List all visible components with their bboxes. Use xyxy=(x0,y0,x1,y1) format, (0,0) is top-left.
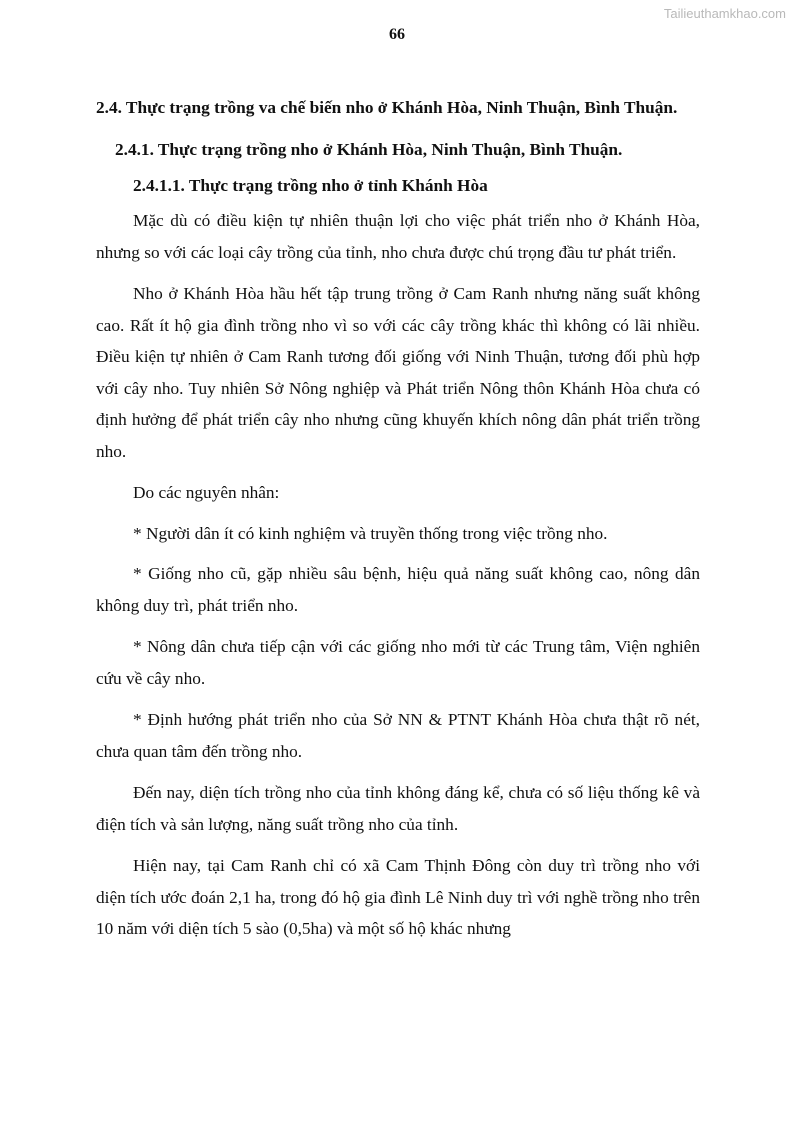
paragraph: Hiện nay, tại Cam Ranh chỉ có xã Cam Thịnh Đông còn duy trì trồng nho với diện tích ước đoán 2,1 ha, trong đó hộ gia đình Lê Ninh duy trì với nghề trồng nho trên 10 năm với diện tích 5 sào (0,5ha) và một số hộ khác nhưng xyxy=(96,856,700,938)
paragraph: Đến nay, diện tích trồng nho của tỉnh không đáng kể, chưa có số liệu thống kê và điện tích và sản lượng, năng suất trồng nho của tỉnh. xyxy=(96,783,700,834)
paragraph: Mặc dù có điều kiện tự nhiên thuận lợi cho việc phát triển nho ở Khánh Hòa, nhưng so với các loại cây trồng của tỉnh, nho chưa được chú trọng đầu tư phát triển. xyxy=(96,211,700,262)
list-intro: Do các nguyên nhân: xyxy=(133,483,280,502)
page-number: 66 xyxy=(389,26,405,43)
section-heading-2-4-1: 2.4.1. Thực trạng trồng nho ở Khánh Hòa, Ninh Thuận, Bình Thuận. xyxy=(115,140,623,159)
section-heading-2-4: 2.4. Thực trạng trồng va chế biến nho ở Khánh Hòa, Ninh Thuận, Bình Thuận. xyxy=(96,98,678,117)
list-item: * Người dân ít có kinh nghiệm và truyền thống trong việc trồng nho. xyxy=(133,523,608,543)
paragraph: Nho ở Khánh Hòa hầu hết tập trung trồng ở Cam Ranh nhưng năng suất không cao. Rất ít hộ gia đình trồng nho vì so với các cây trồng khác thì không có lãi nhiều. Điều kiện tự nhiên ở Cam Ranh tương đối giống với Ninh Thuận, tương đối phù hợp với cây nho. Tuy nhiên Sở Nông nghiệp và Phát triển Nông thôn Khánh Hòa chưa có định hưởng để phát triển cây nho nhưng cũng khuyến khích nông dân phát triển trồng nho. xyxy=(96,284,700,461)
watermark: Tailieuthamkhao.com xyxy=(663,6,786,21)
list-item: * Nông dân chưa tiếp cận với các giống nho mới từ các Trung tâm, Viện nghiên cứu về cây nho. xyxy=(96,637,700,688)
section-heading-2-4-1-1: 2.4.1.1. Thực trạng trồng nho ở tỉnh Khánh Hòa xyxy=(133,176,488,195)
list-item: * Định hướng phát triển nho của Sở NN & PTNT Khánh Hòa chưa thật rõ nét, chưa quan tâm đến trồng nho. xyxy=(96,710,700,761)
document-body xyxy=(96,92,700,955)
list-item: * Giống nho cũ, gặp nhiều sâu bệnh, hiệu quả năng suất không cao, nông dân không duy trì, phát triển nho. xyxy=(96,564,700,615)
